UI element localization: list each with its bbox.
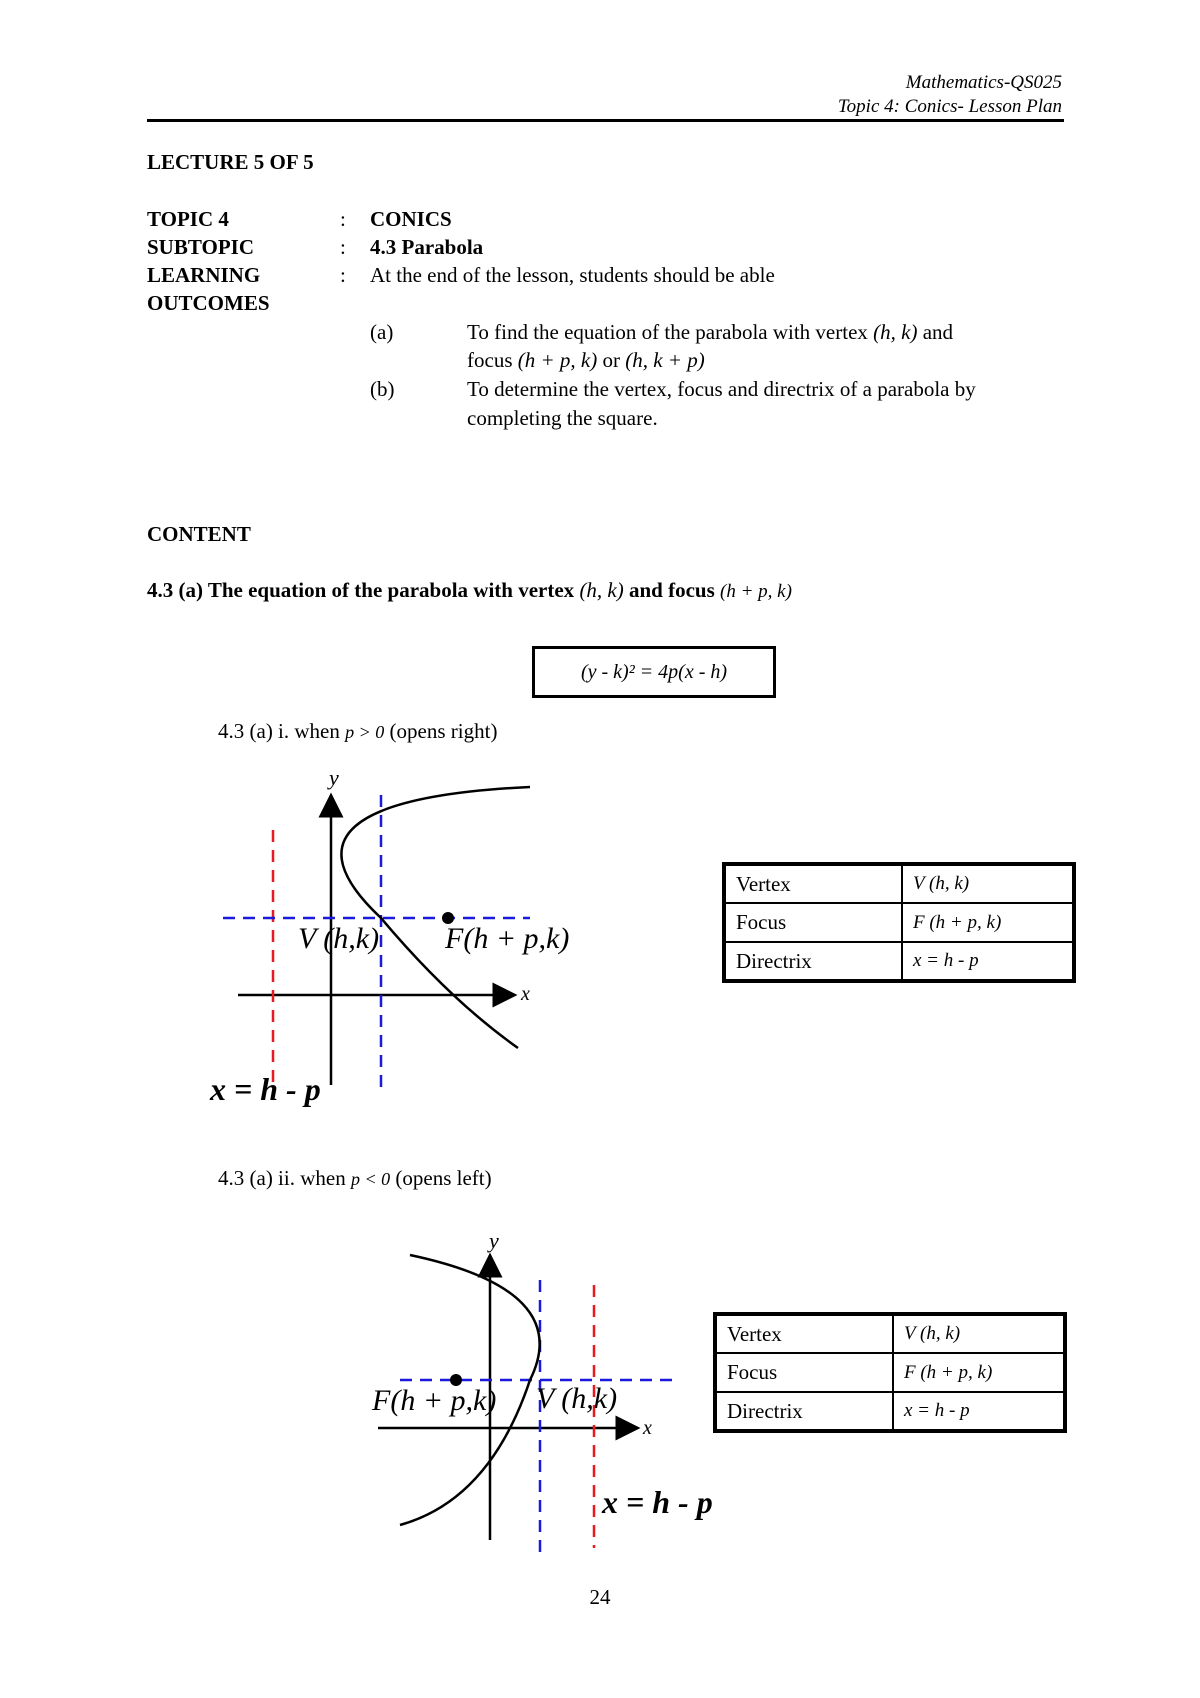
table-row [715, 1353, 1065, 1392]
header-topic: Topic 4: Conics- Lesson Plan [837, 96, 1062, 117]
table2-directrix-value: x = h - p [893, 1392, 1065, 1431]
case1-info-table [722, 862, 1076, 983]
table2-vertex-label: Vertex [715, 1314, 893, 1353]
section-vertex: (h, k) [579, 578, 624, 602]
outcome-b-line2: completing the square. [467, 406, 658, 430]
table2-focus-value: F (h + p, k) [893, 1353, 1065, 1392]
case1-prefix: 4.3 (a) i. when [218, 719, 340, 743]
table-row [724, 864, 1074, 903]
case2-caption [218, 1164, 492, 1193]
table2-directrix-label: Directrix [715, 1392, 893, 1431]
outcome-a-and: and [922, 320, 954, 344]
case2-vertex-label: V (h,k) [536, 1382, 618, 1415]
outcomes-label: OUTCOMES [147, 291, 270, 315]
outcome-b-line1: To determine the vertex, focus and directrix of a parabola by [467, 377, 976, 401]
case1-directrix-label: x = h - p [210, 1071, 321, 1107]
case2-condition: p < 0 [350, 1169, 391, 1189]
section-focus: (h + p, k) [720, 581, 792, 602]
outcome-a-vertex: (h, k) [873, 320, 918, 344]
case2-prefix: 4.3 (a) ii. when [218, 1166, 346, 1190]
case1-condition: p > 0 [345, 722, 385, 742]
topic-colon: : [340, 207, 346, 231]
case2-y-label: y [489, 1228, 499, 1253]
outcome-a-focus-word: focus [467, 348, 513, 372]
table-row [715, 1314, 1065, 1353]
page-number: 24 [589, 1585, 611, 1609]
case2-suffix: (opens left) [395, 1166, 492, 1190]
table-row [724, 942, 1074, 981]
table1-vertex-value: V (h, k) [902, 864, 1074, 903]
content-heading: CONTENT [147, 522, 251, 546]
table1-directrix-label: Directrix [724, 942, 902, 981]
outcome-b-marker: (b) [370, 377, 395, 401]
subtopic-colon: : [340, 235, 346, 259]
case2-focus-label: F(h + p,k) [372, 1384, 497, 1417]
case2-info-table [713, 1312, 1067, 1433]
case1-y-label: y [329, 765, 339, 790]
standard-equation: (y - k)² = 4p(x - h) [580, 660, 728, 683]
outcome-a-or: or [602, 348, 620, 372]
table1-focus-label: Focus [724, 903, 902, 942]
subtopic-label: SUBTOPIC [147, 235, 254, 259]
case2-x-label: x [643, 1417, 652, 1439]
case1-focus-label: F(h + p,k) [445, 922, 570, 955]
header-course: Mathematics-QS025 [905, 72, 1062, 93]
learning-colon: : [340, 263, 346, 287]
topic-value: CONICS [370, 207, 452, 231]
case1-suffix: (opens right) [389, 719, 498, 743]
outcome-a-focus-1: (h + p, k) [517, 348, 598, 372]
learning-intro: At the end of the lesson, students should be able [370, 263, 775, 287]
table2-focus-label: Focus [715, 1353, 893, 1392]
section-prefix: 4.3 (a) The equation of the parabola with vertex [147, 578, 575, 602]
table1-directrix-value: x = h - p [902, 942, 1074, 981]
learning-label: LEARNING [147, 263, 261, 287]
table1-focus-value: F (h + p, k) [902, 903, 1074, 942]
lecture-title: LECTURE 5 OF 5 [147, 150, 314, 174]
table1-vertex-label: Vertex [724, 864, 902, 903]
outcome-a-marker: (a) [370, 320, 394, 344]
topic-label: TOPIC 4 [147, 207, 229, 231]
table2-vertex-value: V (h, k) [893, 1314, 1065, 1353]
outcome-a-text: To find the equation of the parabola with vertex [467, 320, 868, 344]
table-row [715, 1392, 1065, 1431]
section-mid: and focus [629, 578, 715, 602]
case2-directrix-label: x = h - p [602, 1484, 713, 1520]
case1-x-label: x [521, 983, 530, 1005]
case1-vertex-label: V (h,k) [298, 922, 380, 955]
outcome-a-focus-2: (h, k + p) [625, 348, 705, 372]
table-row [724, 903, 1074, 942]
subtopic-value: 4.3 Parabola [370, 235, 484, 259]
